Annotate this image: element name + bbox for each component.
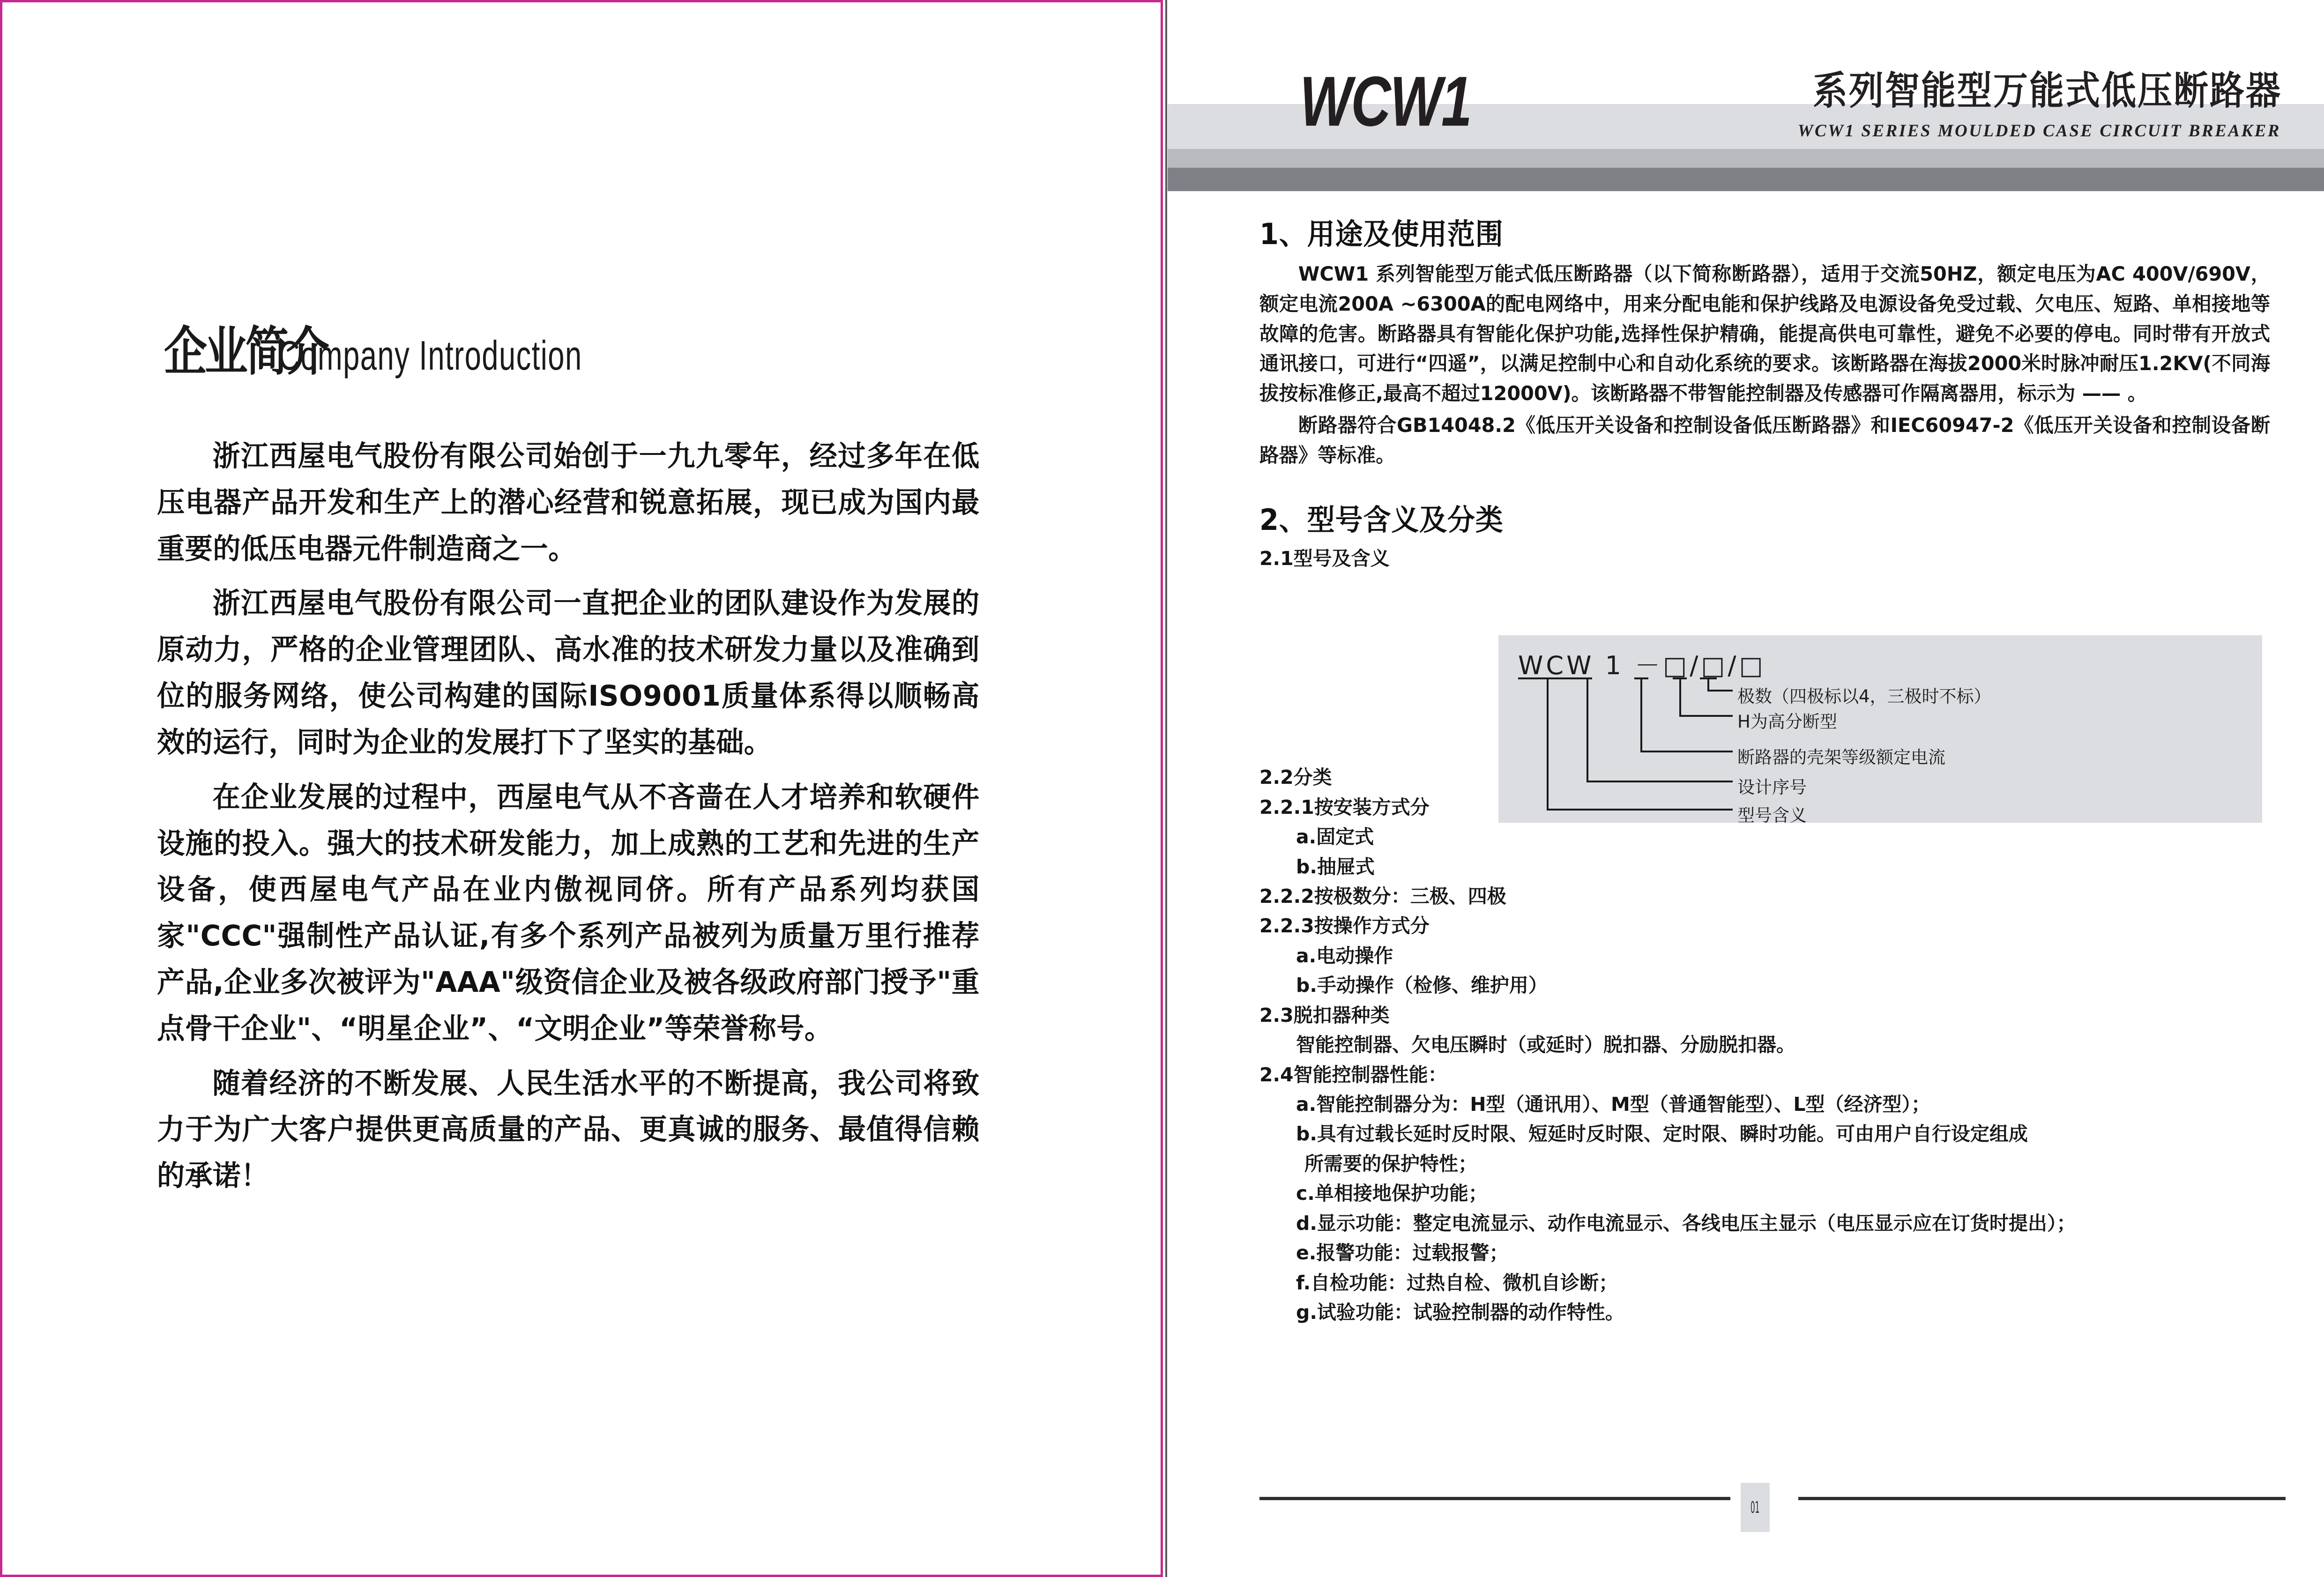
intro-paragraph: 浙江西屋电气股份有限公司一直把企业的团队建设作为发展的原动力，严格的企业管理团队、高水准的技术研发力量以及准确到位的服务网络，使公司构建的国际ISO9001质量体系得以顺畅高效的运行，同时为企业的发展打下了坚实的基础。 bbox=[157, 587, 980, 759]
subsection-2-2-1-heading: 2.2.1按安装方式分 bbox=[1259, 796, 1430, 818]
section-1-heading: 1、用途及使用范围 bbox=[1259, 217, 1504, 251]
section-1-paragraph: 断路器符合GB14048.2《低压开关设备和控制设备低压断路器》和IEC60947-2《低压开关设备和控制设备断路器》等标准。 bbox=[1259, 414, 2271, 467]
model-callout-meaning: 型号含义 bbox=[1737, 805, 1807, 826]
subsection-2-3-body: 智能控制器、欠电压瞬时（或延时）脱扣器、分励脱扣器。 bbox=[1296, 1034, 1795, 1056]
product-title-cn: 系列智能型万能式低压断路器 bbox=[1813, 68, 2282, 114]
list-item: b.具有过载长延时反时限、短延时反时限、定时限、瞬时功能。可由用户自行设定组成 bbox=[1296, 1123, 2028, 1146]
list-item: a.电动操作 bbox=[1296, 944, 1393, 967]
intro-paragraph: 随着经济的不断发展、人民生活水平的不断提高，我公司将致力于为广大客户提供更高质量的产品、更真诚的服务、最值得信赖的承诺！ bbox=[157, 1066, 980, 1193]
subsection-2-2-3-heading: 2.2.3按操作方式分 bbox=[1259, 915, 1430, 937]
intro-paragraph: 在企业发展的过程中，西屋电气从不吝啬在人才培养和软硬件设施的投入。强大的技术研发能力，加上成熟的工艺和先进的生产设备，使西屋电气产品在业内傲视同侪。所有产品系列均获国家"CCC"强制性产品认证,有多个系列产品被列为质量万里行推荐产品,企业多次被评为"AAA"级资信企业及被各级政府部门授予"重点骨干企业"、“明星企业”、“文明企业”等荣誉称号。 bbox=[157, 780, 980, 1045]
page-number-badge bbox=[1741, 1483, 1770, 1532]
list-item: d.显示功能：整定电流显示、动作电流显示、各线电压主显示（电压显示应在订货时提出）； bbox=[1296, 1212, 2076, 1235]
footer-rule-left bbox=[1259, 1497, 1730, 1500]
list-item: g.试验功能：试验控制器的动作特性。 bbox=[1296, 1301, 1624, 1324]
list-item: c.单相接地保护功能； bbox=[1296, 1182, 1488, 1205]
subsection-2-4-heading: 2.4智能控制器性能： bbox=[1259, 1063, 1447, 1086]
section-1-paragraph: WCW1 系列智能型万能式低压断路器（以下简称断路器），适用于交流50HZ，额定电压为AC 400V/690V，额定电流200A ~6300A的配电网络中，用来分配电能和保护线路及电源设备免受过载、欠电压、短路、单相接地等故障的危害。断路器具有智能化保护功能,选择性保护精确，能提高供电可靠性，避免不必要的停电。同时带有开放式通讯接口，可进行“四遥”，以满足控制中心和自动化系统的要求。该断路器在海拔2000米时脉冲耐压1.2KV(不同海拔按标准修正,最高不超过12000V)。该断路器不带智能控制器及传感器可作隔离器用，标示为 —— 。 bbox=[1259, 262, 2271, 405]
header-bar-dark bbox=[1168, 168, 2324, 191]
subsection-2-3-heading: 2.3脱扣器种类 bbox=[1259, 1004, 1390, 1027]
model-callout-design: 设计序号 bbox=[1737, 777, 1807, 797]
section-2-heading: 2、型号含义及分类 bbox=[1259, 502, 1504, 537]
product-subtitle-en: WCW1 SERIES MOULDED CASE CIRCUIT BREAKER bbox=[1797, 121, 2281, 141]
header-bar-medium bbox=[1168, 149, 2324, 168]
model-designation-diagram bbox=[1498, 635, 2262, 826]
product-header bbox=[1168, 0, 2324, 155]
company-intro-heading-cn: 企业简介 bbox=[164, 321, 327, 382]
model-leader-lines bbox=[1498, 635, 2262, 823]
page-footer bbox=[1259, 1488, 2286, 1530]
list-item: 所需要的保护特性； bbox=[1304, 1152, 1477, 1175]
product-brand-logo: WCW1 bbox=[1300, 62, 1471, 141]
subsection-2-1-heading: 2.1型号及含义 bbox=[1259, 547, 1390, 570]
list-item: f.自检功能：过热自检、微机自诊断； bbox=[1296, 1271, 1618, 1294]
page-number: 01 bbox=[1750, 1498, 1760, 1517]
subsection-2-2-2-heading: 2.2.2按极数分：三极、四极 bbox=[1259, 885, 1506, 908]
subsection-2-2-heading: 2.2分类 bbox=[1259, 766, 1332, 789]
footer-rule-right bbox=[1798, 1497, 2286, 1500]
list-item: a.固定式 bbox=[1296, 826, 1374, 848]
model-callout-breaking: H为高分断型 bbox=[1737, 712, 1837, 732]
list-item: a.智能控制器分为：H型（通讯用）、M型（普通智能型）、L型（经济型）； bbox=[1296, 1093, 1930, 1116]
company-intro-heading-en: Company Introduction bbox=[278, 332, 582, 379]
company-intro-body bbox=[157, 433, 1005, 1208]
page-gutter-divider bbox=[1165, 0, 1167, 1577]
list-item: b.手动操作（检修、维护用） bbox=[1296, 974, 1548, 997]
intro-paragraph: 浙江西屋电气股份有限公司始创于一九九零年，经过多年在低压电器产品开发和生产上的潜心经营和锐意拓展，现已成为国内最重要的低压电器元件制造商之一。 bbox=[157, 439, 980, 565]
model-code-text: WCW 1 －□/□/□ bbox=[1518, 651, 1766, 680]
model-callout-poles: 极数（四极标以4，三极时不标） bbox=[1737, 686, 1991, 707]
list-item: e.报警功能：过载报警； bbox=[1296, 1242, 1509, 1265]
list-item: b.抽屉式 bbox=[1296, 855, 1375, 878]
company-intro-heading bbox=[164, 321, 700, 382]
model-callout-frame: 断路器的壳架等级额定电流 bbox=[1737, 747, 1945, 767]
